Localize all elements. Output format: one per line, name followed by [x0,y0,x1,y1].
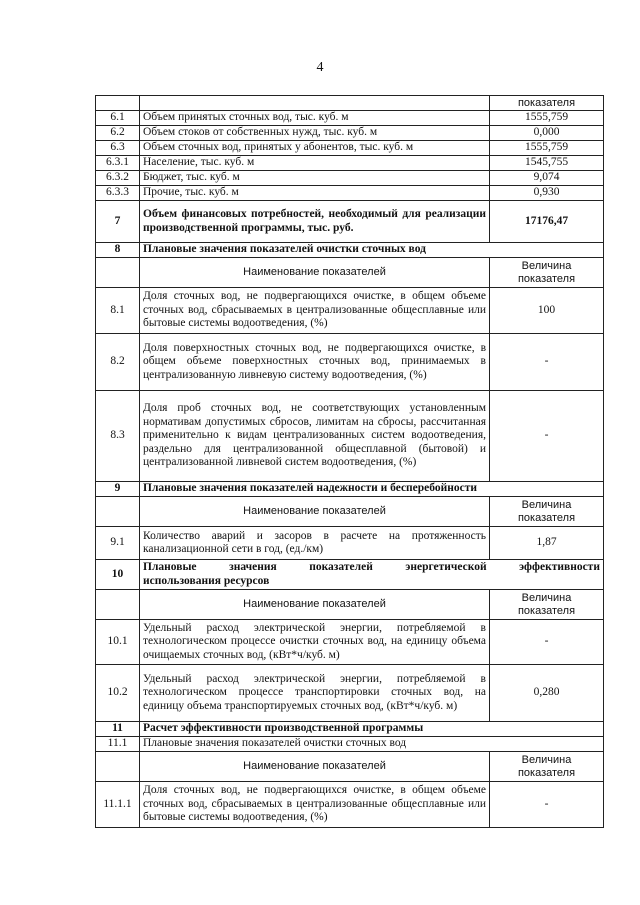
section-title: Плановые значения показателей очистки сточных вод [140,243,604,258]
section-number: 10 [96,560,140,590]
empty-cell [140,96,490,111]
section-number: 11 [96,722,140,737]
table-row [96,782,604,828]
column-header-name: Наименование показателей [140,752,490,782]
section-title-line-2: использования ресурсов [143,574,270,587]
section-header [96,560,604,590]
row-name: Прочие, тыс. куб. м [140,186,490,201]
row-number: 6.3 [96,141,140,156]
row-number: 6.3.3 [96,186,140,201]
row-number: 6.3.1 [96,156,140,171]
table-row [96,334,604,391]
row-name: Бюджет, тыс. куб. м [140,171,490,186]
row-number: 6.2 [96,126,140,141]
row-name: Объем сточных вод, принятых у абонентов, тыс. куб. м [140,141,490,156]
row-value: 0,280 [490,665,604,722]
row-value: 17176,47 [490,201,604,243]
empty-cell [96,590,140,620]
subsection-title: Плановые значения показателей очистки сточных вод [140,737,604,752]
table-row [96,527,604,560]
section-title-line-1 [143,561,600,575]
row-value: 0,000 [490,126,604,141]
table-row [96,620,604,665]
table-row [96,171,604,186]
column-header-value: Величина показателя [490,497,604,527]
column-header-value: Величина показателя [490,590,604,620]
indicators-table [95,95,604,828]
row-value: - [490,620,604,665]
row-number: 7 [96,201,140,243]
section-header [96,722,604,737]
row-value: - [490,782,604,828]
section-number: 9 [96,482,140,497]
section-title: Плановые значения показателей надежности и бесперебойности [140,482,604,497]
column-header-row [96,258,604,288]
row-value: - [490,391,604,482]
row-name: Население, тыс. куб. м [140,156,490,171]
row-value: 0,930 [490,186,604,201]
empty-cell [96,752,140,782]
table-row [96,186,604,201]
column-header-name: Наименование показателей [140,258,490,288]
row-name: Удельный расход электрической энергии, потребляемой в технологическом процессе транспортировки сточных вод, на единицу объема транспортируемых сточных вод, (кВт*ч/куб. м) [140,665,490,722]
section-number: 8 [96,243,140,258]
row-number: 11.1.1 [96,782,140,828]
table-row [96,111,604,126]
column-header-name: Наименование показателей [140,497,490,527]
subsection-header [96,737,604,752]
financial-needs-row [96,201,604,243]
empty-cell [96,258,140,288]
row-number: 8.1 [96,288,140,334]
column-header-name: Наименование показателей [140,590,490,620]
row-number: 6.1 [96,111,140,126]
continuation-row [96,96,604,111]
row-name: Доля сточных вод, не подвергающихся очистке, в общем объеме сточных вод, сбрасываемых в централизованные общесплавные или бытовые системы водоотведения, (%) [140,288,490,334]
value-header-cont: показателя [490,96,604,111]
row-value: 1,87 [490,527,604,560]
row-name: Доля сточных вод, не подвергающихся очистке, в общем объеме сточных вод, сбрасываемых в централизованные общесплавные или бытовые системы водоотведения, (%) [140,782,490,828]
row-number: 10.1 [96,620,140,665]
section-header [96,243,604,258]
section-title [140,560,604,590]
table-row [96,156,604,171]
row-value: - [490,334,604,391]
subsection-number: 11.1 [96,737,140,752]
table-row [96,391,604,482]
title-word: эффективности [519,561,600,573]
title-word: показателей [309,561,373,573]
table-row [96,141,604,156]
row-name: Объем принятых сточных вод, тыс. куб. м [140,111,490,126]
column-header-value: Величина показателя [490,752,604,782]
row-value: 100 [490,288,604,334]
row-name: Удельный расход электрической энергии, потребляемой в технологическом процессе очистки сточных вод, на единицу объема очищаемых сточных вод, (кВт*ч/куб. м) [140,620,490,665]
row-value: 9,074 [490,171,604,186]
table-row [96,288,604,334]
row-name: Доля поверхностных сточных вод, не подвергающихся очистке, в общем объеме поверхностных сточных вод, принимаемых в централизованную ливневую систему водоотведения, (%) [140,334,490,391]
column-header-row [96,752,604,782]
title-word: энергетической [405,561,487,573]
row-value: 1545,755 [490,156,604,171]
column-header-row [96,497,604,527]
row-value: 1555,759 [490,111,604,126]
table-row [96,126,604,141]
row-number: 8.2 [96,334,140,391]
section-title: Расчет эффективности производственной программы [140,722,604,737]
column-header-row [96,590,604,620]
row-name: Объем стоков от собственных нужд, тыс. куб. м [140,126,490,141]
table-row [96,665,604,722]
title-word: Плановые [143,561,197,573]
row-name: Объем финансовых потребностей, необходимый для реализации производственной программы, тыс. руб. [140,201,490,243]
section-header [96,482,604,497]
row-number: 10.2 [96,665,140,722]
empty-cell [96,96,140,111]
title-word: значения [229,561,277,573]
empty-cell [96,497,140,527]
row-number: 9.1 [96,527,140,560]
page-number: 4 [316,60,324,75]
column-header-value: Величина показателя [490,258,604,288]
row-name: Доля проб сточных вод, не соответствующих установленным нормативам допустимых сбросов, лимитам на сбросы, рассчитанная применительно к видам централизованных систем водоотведения, раздельно для централизованной общесплавной (бытовой) и централизованной ливневой систем водоотведения, (%) [140,391,490,482]
row-name: Количество аварий и засоров в расчете на протяженность канализационной сети в год, (ед./км) [140,527,490,560]
row-number: 6.3.2 [96,171,140,186]
row-value: 1555,759 [490,141,604,156]
row-number: 8.3 [96,391,140,482]
